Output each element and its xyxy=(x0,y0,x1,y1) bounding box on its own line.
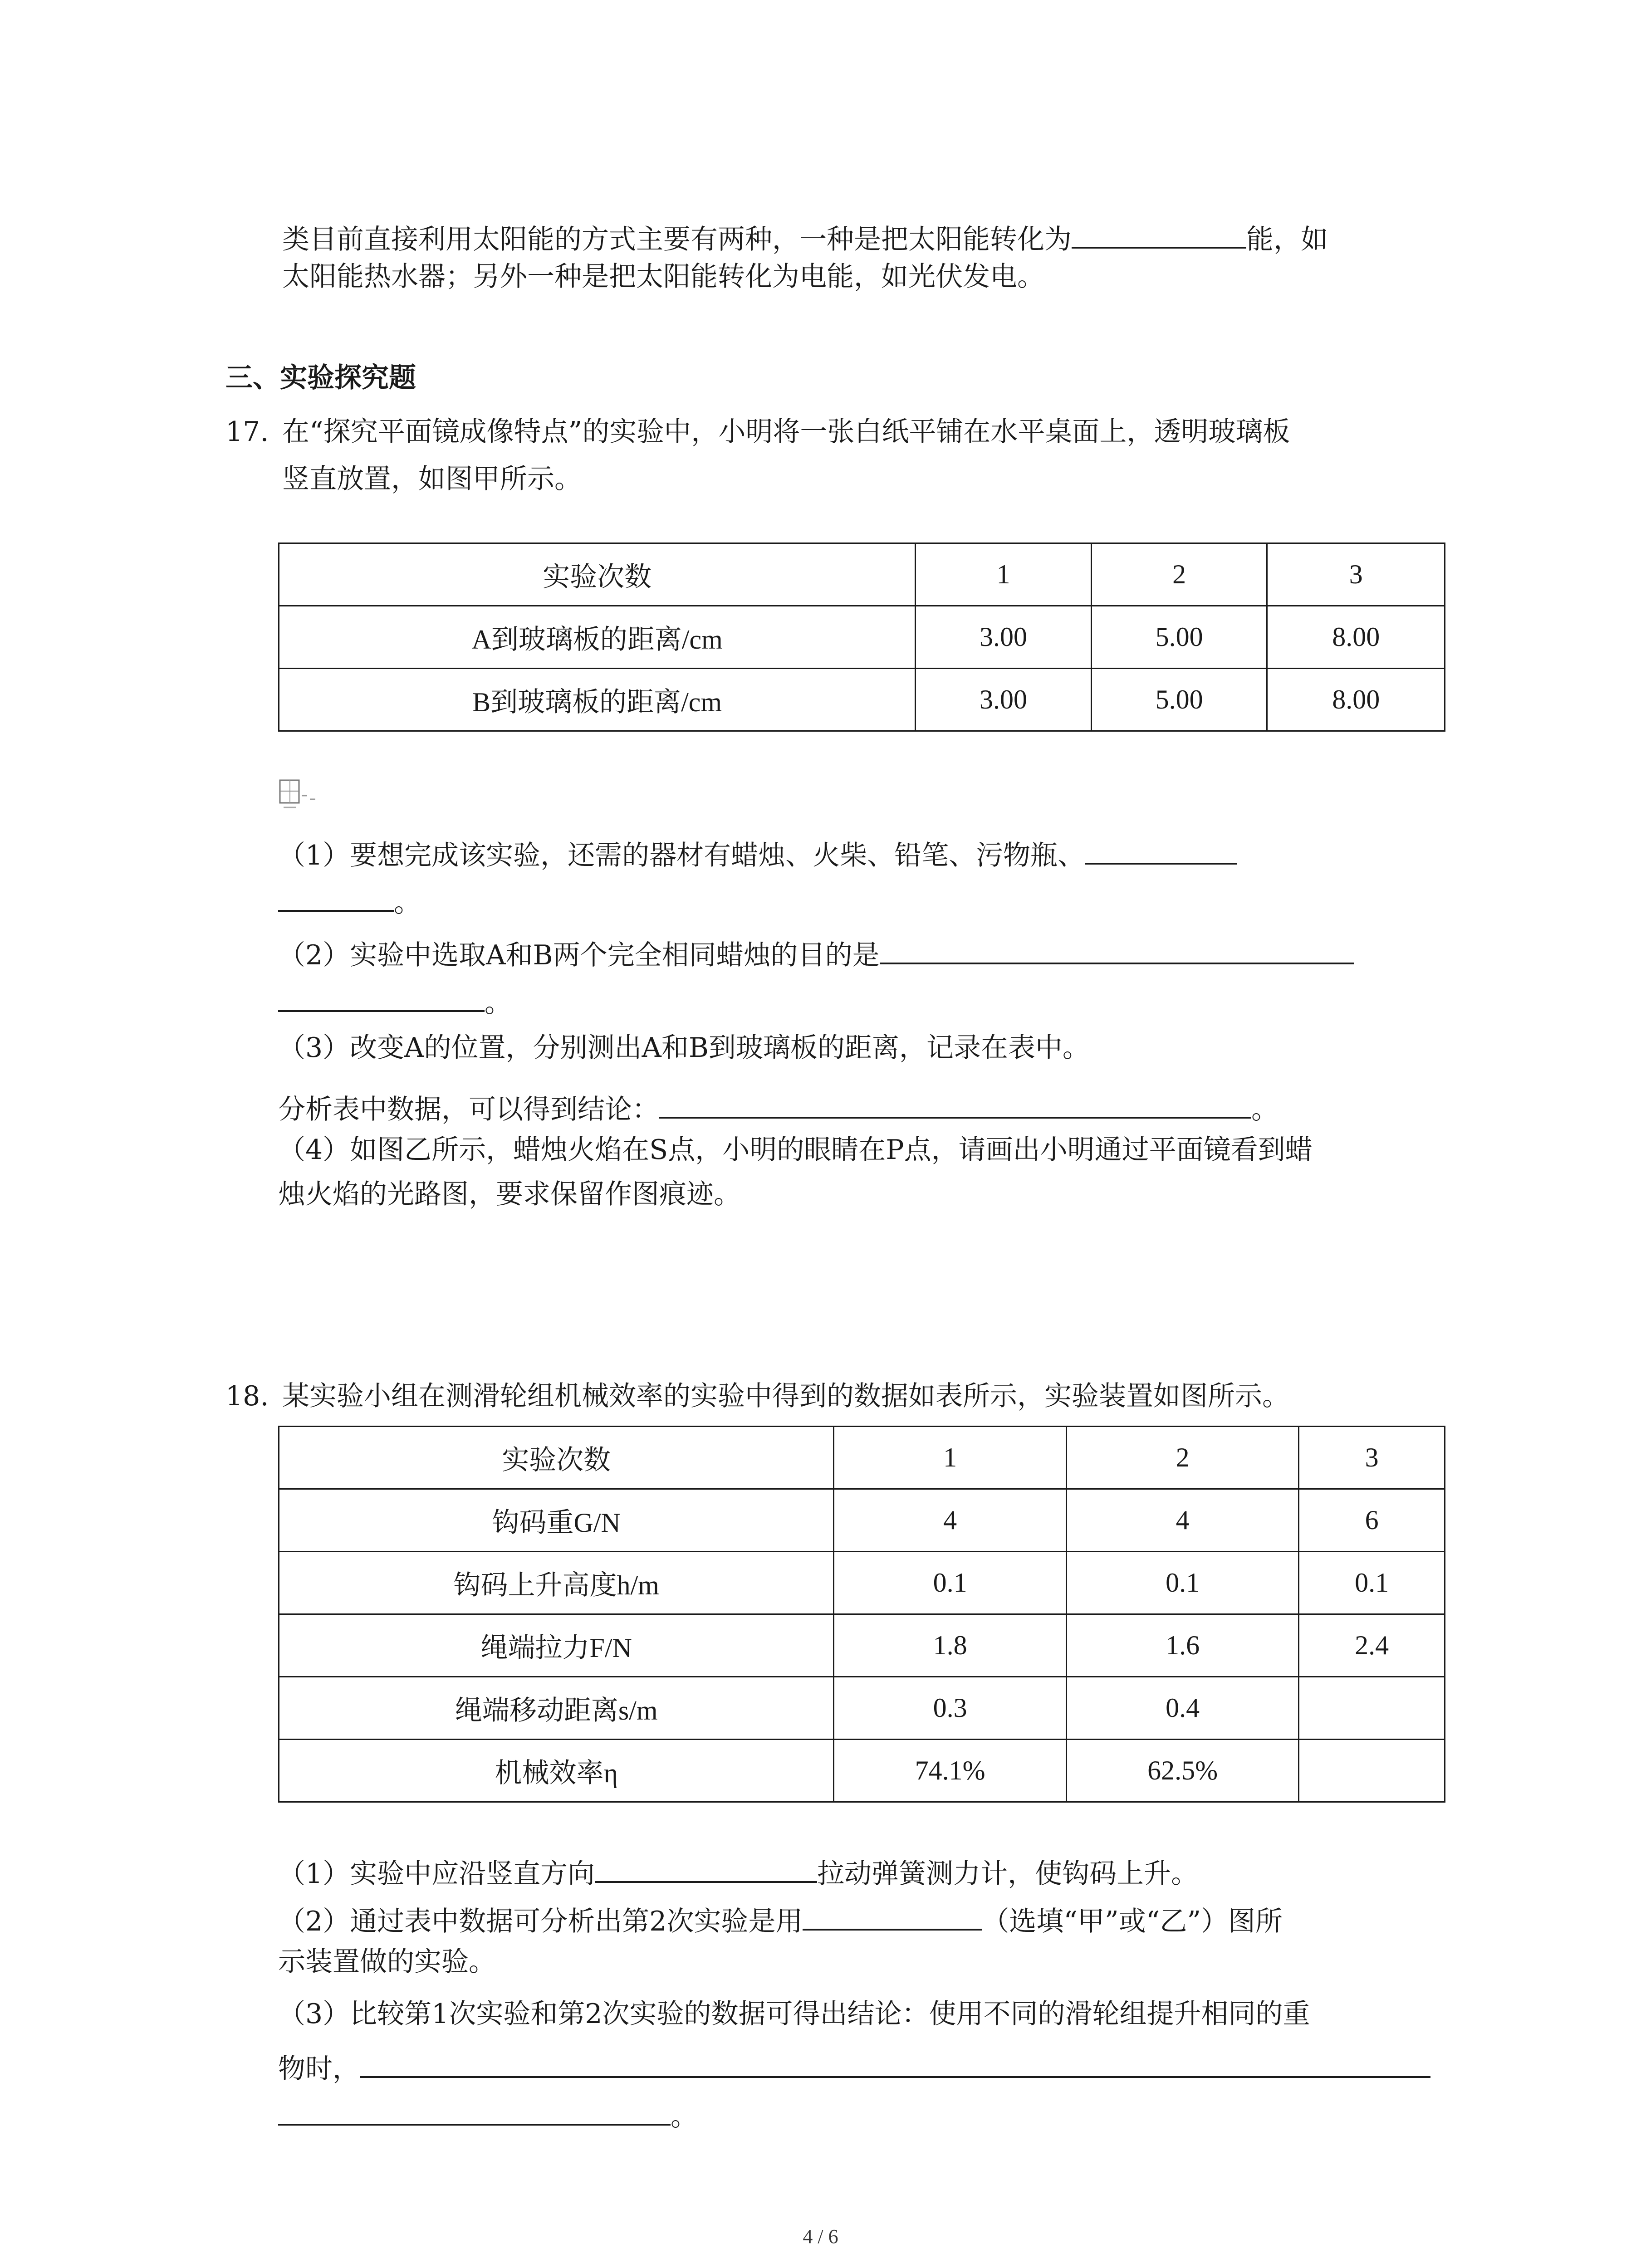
q18-data-table xyxy=(278,1426,1445,1803)
q17-sub4-cont: 烛火焰的光路图，要求保留作图痕迹。 xyxy=(278,1178,741,1210)
q17-sub2-cont xyxy=(278,982,512,1017)
intro-text: 类目前直接利用太阳能的方式主要有两种，一种是把太阳能转化为 xyxy=(282,224,1072,255)
table-cell: 0.1 xyxy=(1299,1552,1445,1614)
table-row xyxy=(279,1614,1445,1677)
sub-text: （1）要想完成该实验，还需的器材有蜡烛、火柴、铅笔、污物瓶、 xyxy=(278,840,1085,871)
q18-sub2-cont: 示装置做的实验。 xyxy=(278,1946,496,1978)
q18-sub2 xyxy=(278,1901,1283,1935)
question-number: 18. xyxy=(225,1380,269,1412)
q17-stem-line-2: 竖直放置，如图甲所示。 xyxy=(282,463,582,495)
table-header-row xyxy=(279,543,1445,606)
table-cell[interactable] xyxy=(1299,1740,1445,1802)
table-cell: 8.00 xyxy=(1267,606,1445,669)
sub-text: 物时， xyxy=(278,2053,360,2085)
q18-sub3-end xyxy=(278,2096,698,2130)
sub-text: 拉动弹簧测力计，使钩码上升。 xyxy=(817,1858,1199,1890)
answer-blank[interactable] xyxy=(278,882,394,912)
table-cell: 4 xyxy=(834,1489,1066,1552)
table-cell: 0.3 xyxy=(834,1677,1066,1740)
table-cell: 3.00 xyxy=(916,606,1092,669)
answer-blank[interactable] xyxy=(659,1089,1251,1119)
table-row xyxy=(279,1552,1445,1614)
table-cell: A到玻璃板的距离/cm xyxy=(279,606,916,669)
q18-stem: 某实验小组在测滑轮组机械效率的实验中得到的数据如表所示，实验装置如图所示。 xyxy=(282,1380,1289,1412)
table-cell: 8.00 xyxy=(1267,669,1445,731)
table-cell: 5.00 xyxy=(1091,606,1267,669)
table-row xyxy=(279,1740,1445,1802)
q18-sub3-cont xyxy=(278,2048,1430,2085)
sub-text: （选填“甲”或“乙”）图所 xyxy=(982,1906,1283,1937)
answer-blank[interactable] xyxy=(1072,219,1246,249)
table-cell: 钩码上升高度h/m xyxy=(279,1552,834,1614)
q17-sub2 xyxy=(278,934,1354,969)
table-cell: B到玻璃板的距离/cm xyxy=(279,669,916,731)
table-row xyxy=(279,1489,1445,1552)
table-cell: 机械效率η xyxy=(279,1740,834,1802)
answer-blank[interactable] xyxy=(360,2048,1430,2078)
table-cell: 6 xyxy=(1299,1489,1445,1552)
sub-text: 。 xyxy=(394,887,421,919)
q17-sub1 xyxy=(278,835,1237,869)
figure-thumbnail-icon xyxy=(278,777,337,813)
table-row xyxy=(279,1677,1445,1740)
table-cell: 62.5% xyxy=(1066,1740,1298,1802)
sub-text: （2）实验中选取A和B两个完全相同蜡烛的目的是 xyxy=(278,939,880,971)
table-header-row xyxy=(279,1427,1445,1489)
answer-blank[interactable] xyxy=(803,1901,982,1931)
question-number: 17. xyxy=(225,416,269,448)
intro-text: 能，如 xyxy=(1246,224,1328,255)
table-cell: 1 xyxy=(834,1427,1066,1489)
q17-data-table xyxy=(278,543,1445,732)
sub-text: （1）实验中应沿竖直方向 xyxy=(278,1858,595,1890)
q17-sub1-cont xyxy=(278,882,421,919)
answer-blank[interactable] xyxy=(278,2096,671,2126)
table-cell[interactable] xyxy=(1299,1677,1445,1740)
sub-text: （2）通过表中数据可分析出第2次实验是用 xyxy=(278,1906,803,1937)
sub-text: 。 xyxy=(485,987,512,1019)
table-cell: 2 xyxy=(1091,543,1267,606)
table-cell: 钩码重G/N xyxy=(279,1489,834,1552)
intro-line-1 xyxy=(282,219,1328,253)
table-cell: 74.1% xyxy=(834,1740,1066,1802)
table-cell: 3.00 xyxy=(916,669,1092,731)
table-cell: 3 xyxy=(1267,543,1445,606)
table-row xyxy=(279,669,1445,731)
intro-line-2: 太阳能热水器；另外一种是把太阳能转化为电能，如光伏发电。 xyxy=(282,261,1044,293)
table-row xyxy=(279,606,1445,669)
table-cell: 0.1 xyxy=(1066,1552,1298,1614)
table-cell: 实验次数 xyxy=(279,543,916,606)
table-cell: 1.8 xyxy=(834,1614,1066,1677)
table-cell: 实验次数 xyxy=(279,1427,834,1489)
sub-text: 。 xyxy=(671,2101,698,2132)
q17-stem-line-1: 在“探究平面镜成像特点”的实验中，小明将一张白纸平铺在水平桌面上，透明玻璃板 xyxy=(282,416,1290,448)
table-cell: 2 xyxy=(1066,1427,1298,1489)
answer-blank[interactable] xyxy=(880,934,1354,964)
answer-blank[interactable] xyxy=(595,1853,817,1883)
table-cell: 1 xyxy=(916,543,1092,606)
table-cell: 3 xyxy=(1299,1427,1445,1489)
answer-blank[interactable] xyxy=(1085,835,1237,865)
sub-text: 分析表中数据，可以得到结论： xyxy=(278,1094,659,1125)
q17-sub3-cont xyxy=(278,1089,1279,1123)
table-cell: 1.6 xyxy=(1066,1614,1298,1677)
q17-sub3: （3）改变A的位置，分别测出A和B到玻璃板的距离，记录在表中。 xyxy=(278,1032,1090,1064)
table-cell: 绳端移动距离s/m xyxy=(279,1677,834,1740)
table-cell: 4 xyxy=(1066,1489,1298,1552)
q17-sub4: （4）如图乙所示，蜡烛火焰在S点，小明的眼睛在P点，请画出小明通过平面镜看到蜡 xyxy=(278,1134,1313,1166)
q18-sub3: （3）比较第1次实验和第2次实验的数据可得出结论：使用不同的滑轮组提升相同的重 xyxy=(278,1998,1310,2030)
section-title: 三、实验探究题 xyxy=(225,362,416,394)
q18-sub1 xyxy=(278,1853,1199,1890)
table-cell: 0.1 xyxy=(834,1552,1066,1614)
answer-blank[interactable] xyxy=(278,982,485,1012)
sub-text: 。 xyxy=(1251,1094,1279,1125)
page-number: 4 / 6 xyxy=(803,2225,838,2248)
table-cell: 绳端拉力F/N xyxy=(279,1614,834,1677)
table-cell: 0.4 xyxy=(1066,1677,1298,1740)
table-cell: 2.4 xyxy=(1299,1614,1445,1677)
table-cell: 5.00 xyxy=(1091,669,1267,731)
